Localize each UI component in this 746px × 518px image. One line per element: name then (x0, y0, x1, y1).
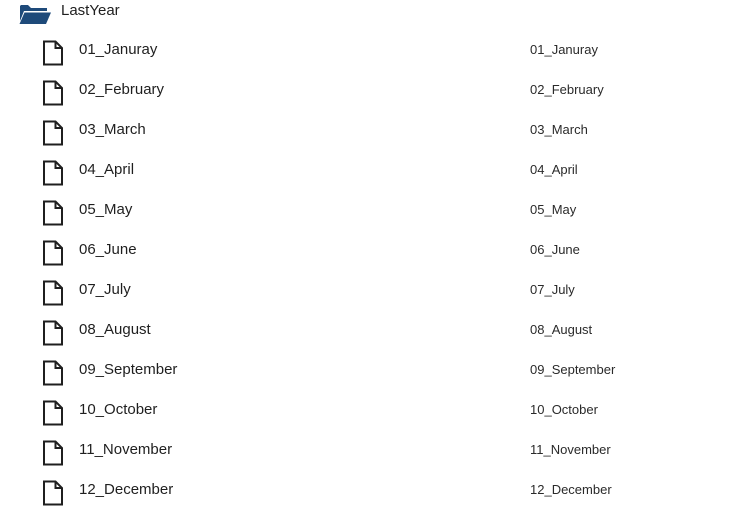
file-row[interactable] (0, 30, 746, 70)
file-icon (42, 400, 64, 426)
file-detail: 02_February (530, 82, 604, 97)
file-detail: 05_May (530, 202, 577, 217)
file-detail: 04_April (530, 162, 578, 177)
file-row[interactable] (0, 390, 746, 430)
folder-open-icon (18, 2, 52, 26)
file-row[interactable] (0, 430, 746, 470)
file-icon (42, 80, 64, 106)
file-name: 06_June (79, 241, 137, 258)
file-name: 03_March (79, 121, 146, 138)
file-row[interactable] (0, 310, 746, 350)
file-icon (42, 200, 64, 226)
file-name: 02_February (79, 81, 165, 98)
file-icon (42, 160, 64, 186)
file-detail: 03_March (530, 122, 588, 137)
file-row[interactable] (0, 110, 746, 150)
file-row[interactable] (0, 150, 746, 190)
file-detail: 10_October (530, 402, 598, 417)
file-row[interactable] (0, 350, 746, 390)
file-detail: 08_August (530, 322, 593, 337)
file-list (0, 30, 746, 510)
file-name: 05_May (79, 201, 133, 218)
file-icon (42, 440, 64, 466)
file-detail: 01_Januray (530, 42, 598, 57)
file-name: 10_October (79, 401, 158, 418)
file-detail: 11_November (530, 442, 611, 457)
file-row[interactable] (0, 270, 746, 310)
file-detail: 09_September (530, 362, 616, 377)
file-row[interactable] (0, 190, 746, 230)
file-icon (42, 480, 64, 506)
file-name: 04_April (79, 161, 135, 178)
file-row[interactable] (0, 70, 746, 110)
file-detail: 12_December (530, 482, 612, 497)
file-name: 07_July (79, 281, 131, 298)
file-icon (42, 360, 64, 386)
file-icon (42, 240, 64, 266)
file-icon (42, 120, 64, 146)
file-detail: 07_July (530, 282, 575, 297)
folder-row-lastyear[interactable] (0, 0, 746, 24)
file-icon (42, 280, 64, 306)
file-row[interactable] (0, 230, 746, 270)
file-icon (42, 40, 64, 66)
file-row[interactable] (0, 470, 746, 510)
file-name: 11_November (79, 441, 173, 458)
file-name: 12_December (79, 481, 174, 498)
file-name: 09_September (79, 361, 178, 378)
folder-name: LastYear (61, 2, 120, 19)
file-name: 08_August (79, 321, 151, 338)
file-name: 01_Januray (79, 41, 158, 58)
file-detail: 06_June (530, 242, 580, 257)
file-icon (42, 320, 64, 346)
